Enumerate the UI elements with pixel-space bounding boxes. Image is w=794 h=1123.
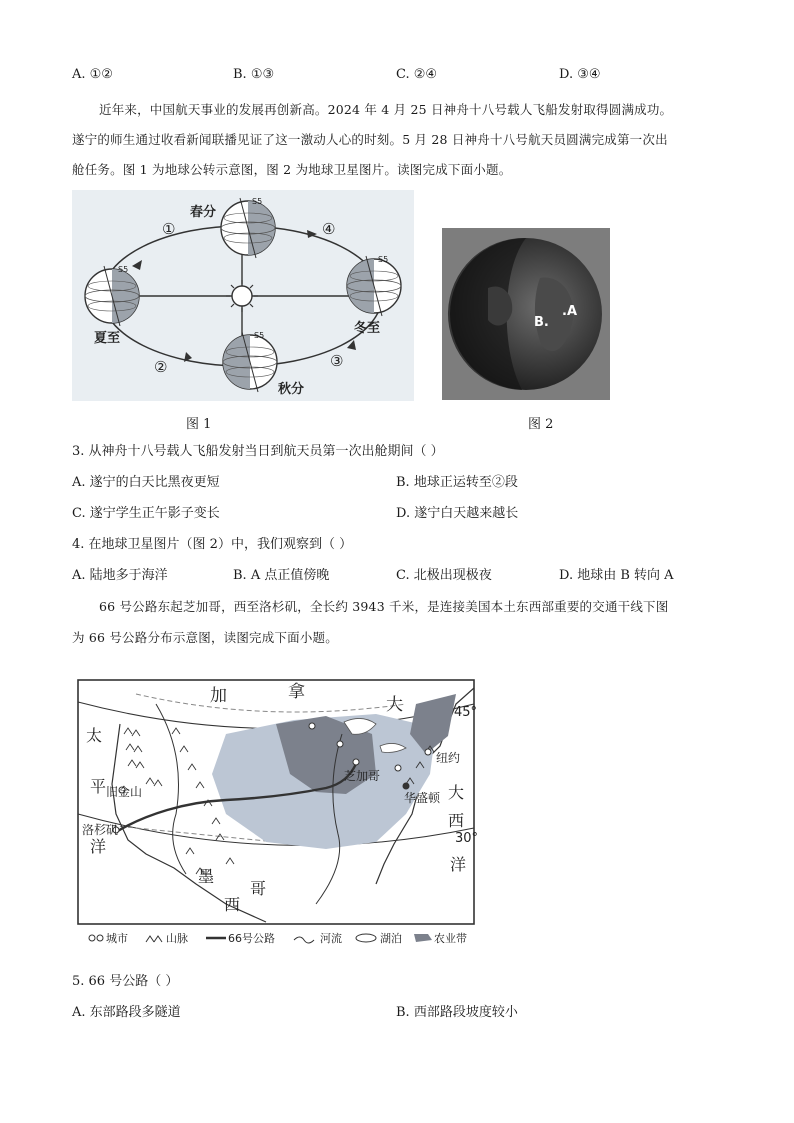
q5-option-b: B. 西部路段坡度较小 <box>396 1005 518 1020</box>
axis-mark-winter: S5 <box>378 255 389 264</box>
q5-option-a: A. 东部路段多隧道 <box>72 1005 181 1020</box>
map-mexico-2: 西 <box>224 895 241 914</box>
legend-route66: 66号公路 <box>228 932 275 945</box>
passage1-line3: 舱任务。图 1 为地球公转示意图，图 2 为地球卫星图片。读图完成下面小题。 <box>72 162 512 177</box>
legend-lake: 湖泊 <box>380 932 402 945</box>
q3-option-b: B. 地球正运转至②段 <box>396 475 518 490</box>
map-label-ny: 纽约 <box>436 751 461 765</box>
prev-option-a: A. ①② <box>72 67 113 82</box>
prev-option-c: C. ②④ <box>396 67 438 82</box>
map-legend <box>89 931 467 945</box>
map-pacific-1: 太 <box>86 726 103 745</box>
earth-autumn-icon <box>223 332 277 392</box>
q3-stem: 3. 从神舟十八号载人飞船发射当日到航天员第一次出舱期间（ ） <box>72 444 444 459</box>
map-lat-30: 30° <box>454 831 478 846</box>
label-seg2: ② <box>154 358 168 376</box>
q4-option-a: A. 陆地多于海洋 <box>72 568 168 583</box>
map-label-la: 洛杉矶 <box>82 823 119 837</box>
map-label-sf: 旧金山 <box>106 785 143 799</box>
figure1-caption: 图 1 <box>186 417 212 432</box>
q3-option-a: A. 遂宁的白天比黑夜更短 <box>72 475 220 490</box>
map-mexico-3: 哥 <box>250 879 267 898</box>
map-mexico-1: 墨 <box>198 867 215 886</box>
label-a: .A <box>562 304 577 319</box>
axis-mark-summer: S5 <box>118 265 129 274</box>
passage2-line1: 66 号公路东起芝加哥，西至洛杉矶，全长约 3943 千米，是连接美国本土东西部重要的交通干线下图 <box>99 599 669 614</box>
q3-option-c: C. 遂宁学生正午影子变长 <box>72 506 220 521</box>
legend-river: 河流 <box>320 932 342 945</box>
label-spring: 春分 <box>190 205 217 220</box>
q3-option-d: D. 遂宁白天越来越长 <box>396 506 519 521</box>
label-seg3: ③ <box>330 352 344 370</box>
map-atlantic-1: 大 <box>448 783 465 802</box>
map-canada-1: 加 <box>210 686 227 706</box>
figure2-caption: 图 2 <box>528 417 554 432</box>
q4-option-c: C. 北极出现极夜 <box>396 568 492 583</box>
map-atlantic-3: 洋 <box>450 855 467 874</box>
label-seg4: ④ <box>322 220 336 238</box>
prev-option-d: D. ③④ <box>559 67 601 82</box>
map-lat-45: 45° <box>454 705 478 720</box>
axis-mark-autumn: S5 <box>254 331 265 340</box>
passage2-line2: 为 66 号公路分布示意图，读图完成下面小题。 <box>72 630 338 645</box>
map-atlantic-2: 西 <box>448 811 465 830</box>
map-label-dc: 华盛顿 <box>404 791 441 805</box>
axis-mark-spring: S5 <box>252 197 263 206</box>
legend-farmbelt: 农业带 <box>434 932 467 945</box>
passage1-line2: 遂宁的师生通过收看新闻联播见证了这一激动人心的时刻。5 月 28 日神舟十八号航天员圆满完成第一次出 <box>72 132 668 147</box>
earth-winter-icon <box>347 256 401 316</box>
legend-mountain: 山脉 <box>166 932 188 945</box>
earth-spring-icon <box>221 198 275 258</box>
map-canada-2: 拿 <box>288 682 305 702</box>
map-label-chicago: 芝加哥 <box>344 769 381 783</box>
label-autumn: 秋分 <box>278 382 305 397</box>
map-pacific-3: 洋 <box>90 837 107 856</box>
passage1-line1: 近年来，中国航天事业的发展再创新高。2024 年 4 月 25 日神舟十八号载人飞船发射取得圆满成功。 <box>99 102 673 117</box>
earth-summer-icon <box>85 266 139 326</box>
route66-map <box>76 664 488 948</box>
map-canada-3: 大 <box>386 695 403 715</box>
figure1-orbit-diagram <box>72 190 414 401</box>
q4-stem: 4. 在地球卫星图片（图 2）中，我们观察到（ ） <box>72 537 353 552</box>
legend-city: 城市 <box>106 932 128 945</box>
prev-option-b: B. ①③ <box>233 67 275 82</box>
q5-stem: 5. 66 号公路（ ） <box>72 974 179 989</box>
q4-option-d: D. 地球由 B 转向 A <box>559 568 674 583</box>
label-winter: 冬至 <box>354 321 381 336</box>
q4-option-b: B. A 点正值傍晚 <box>233 568 330 583</box>
map-pacific-2: 平 <box>90 777 107 796</box>
label-summer: 夏至 <box>94 331 121 346</box>
label-seg1: ① <box>162 220 176 238</box>
label-b: B. <box>534 315 549 330</box>
figure2-satellite-image <box>442 228 610 400</box>
